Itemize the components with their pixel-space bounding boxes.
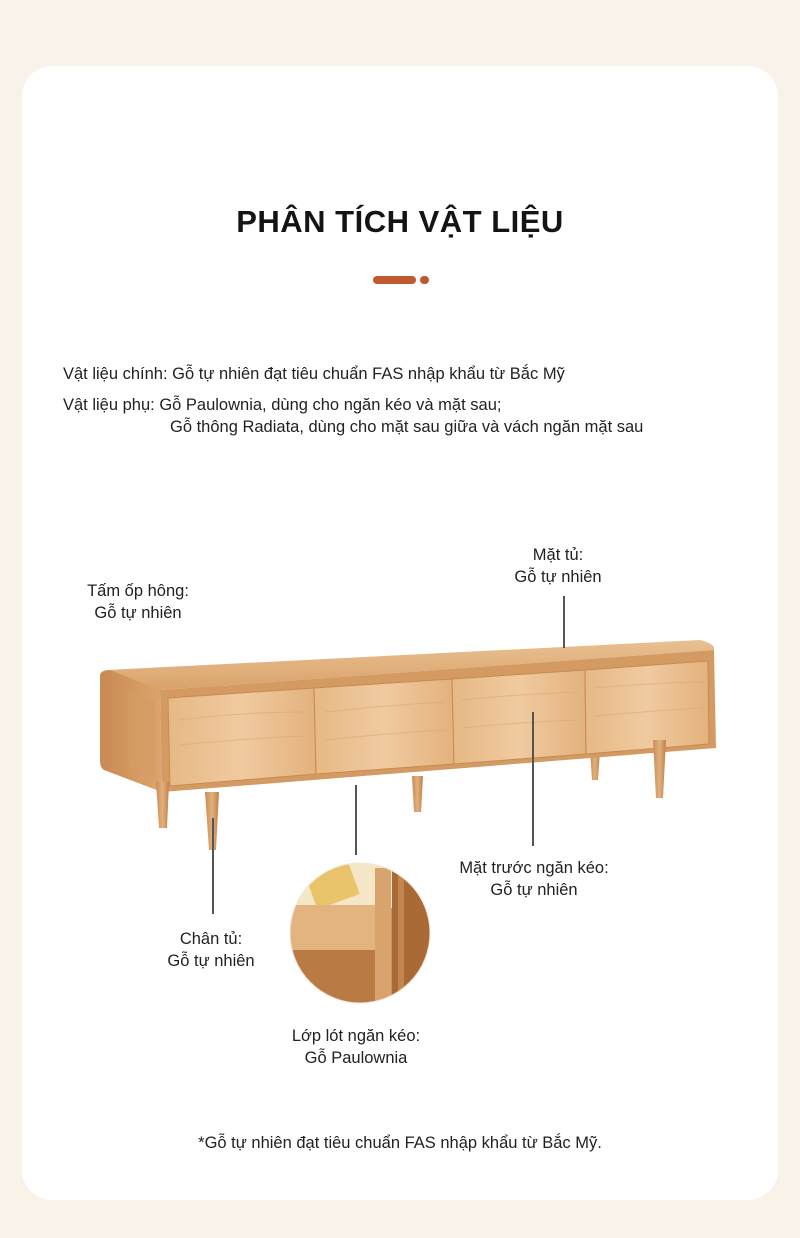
drawer-front-1 <box>168 688 316 786</box>
label-drawer-lining <box>276 1025 436 1069</box>
front-leg-left-outer <box>156 782 169 828</box>
drawer-front-4 <box>585 661 709 754</box>
drawer-front-3 <box>452 670 586 764</box>
label-top-material: Gỗ tự nhiên <box>514 568 602 586</box>
label-side-panel <box>68 580 208 624</box>
label-legs-name: Chân tủ: <box>179 930 243 948</box>
page-title: PHÂN TÍCH VẬT LIỆU <box>236 204 564 239</box>
drawer-front-leader-line <box>532 712 534 846</box>
secondary-material-text-1: Vật liệu phụ: Gỗ Paulownia, dùng cho ngăn kéo và mặt sau; <box>63 396 502 414</box>
footnote: *Gỗ tự nhiên đạt tiêu chuẩn FAS nhập khẩu từ Bắc Mỹ. <box>198 1134 602 1152</box>
label-drawer-front <box>443 857 625 901</box>
drawer-front-2 <box>314 679 454 774</box>
legs-leader-line <box>212 818 214 914</box>
label-top-name: Mặt tủ: <box>532 546 584 564</box>
label-legs-material: Gỗ tự nhiên <box>167 952 255 970</box>
label-drawer-front-name: Mặt trước ngăn kéo: <box>459 859 609 877</box>
front-leg-right <box>653 740 666 798</box>
label-side-material: Gỗ tự nhiên <box>94 604 182 622</box>
label-top-panel <box>488 544 628 588</box>
label-drawer-lining-name: Lớp lót ngăn kéo: <box>291 1027 421 1045</box>
secondary-material-text-2: Gỗ thông Radiata, dùng cho mặt sau giữa và vách ngăn mặt sau <box>170 418 644 436</box>
label-legs <box>141 928 281 972</box>
label-drawer-lining-material: Gỗ Paulownia <box>304 1049 408 1067</box>
drawer-lining-leader-line <box>355 785 357 855</box>
main-material-text: Vật liệu chính: Gỗ tự nhiên đạt tiêu chuẩn FAS nhập khẩu từ Bắc Mỹ <box>63 365 565 383</box>
label-side-name: Tấm ốp hông: <box>87 582 189 600</box>
back-leg-left <box>412 776 423 812</box>
label-drawer-front-material: Gỗ tự nhiên <box>490 881 578 899</box>
top-leader-line <box>563 596 565 648</box>
